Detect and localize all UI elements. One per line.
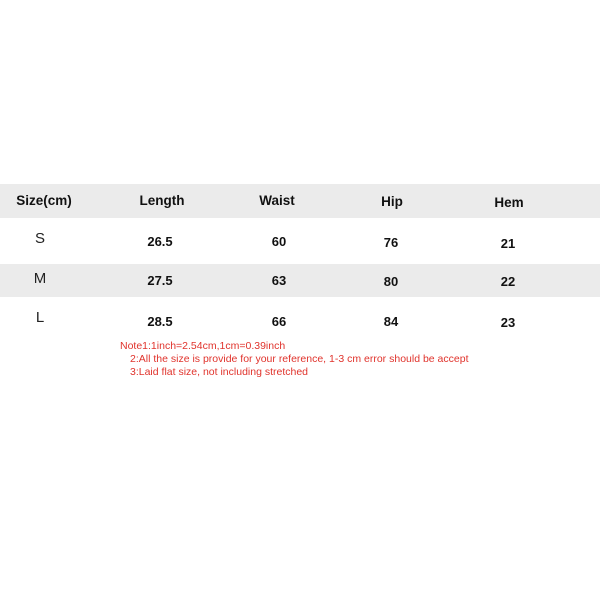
row-s-length: 26.5 [147, 234, 173, 249]
row-m-hip: 80 [383, 274, 399, 289]
header-size: Size(cm) [16, 193, 72, 208]
size-notes [118, 340, 469, 379]
row-l-waist: 66 [271, 314, 287, 329]
note-3: 3:Laid flat size, not including stretched [130, 366, 309, 378]
row-m-length: 27.5 [147, 273, 173, 288]
row-l-length: 28.5 [147, 314, 173, 329]
header-length: Length [139, 193, 185, 208]
note-1: Note1:1inch=2.54cm,1cm=0.39inch [120, 340, 286, 352]
row-m-size: M [33, 270, 47, 287]
row-s-hem: 21 [500, 236, 516, 251]
row-s-size: S [34, 230, 46, 247]
header-waist: Waist [259, 193, 295, 208]
header-hip: Hip [381, 194, 403, 209]
row-l-size: L [35, 309, 45, 326]
row-l-hem: 23 [500, 315, 516, 330]
header-hem: Hem [494, 195, 524, 210]
note-2: 2:All the size is provide for your reference, 1-3 cm error should be accept [130, 353, 469, 365]
row-l-hip: 84 [383, 314, 399, 329]
row-m-waist: 63 [271, 273, 287, 288]
row-s-hip: 76 [383, 235, 399, 250]
row-m-hem: 22 [500, 274, 516, 289]
row-s-waist: 60 [271, 234, 287, 249]
